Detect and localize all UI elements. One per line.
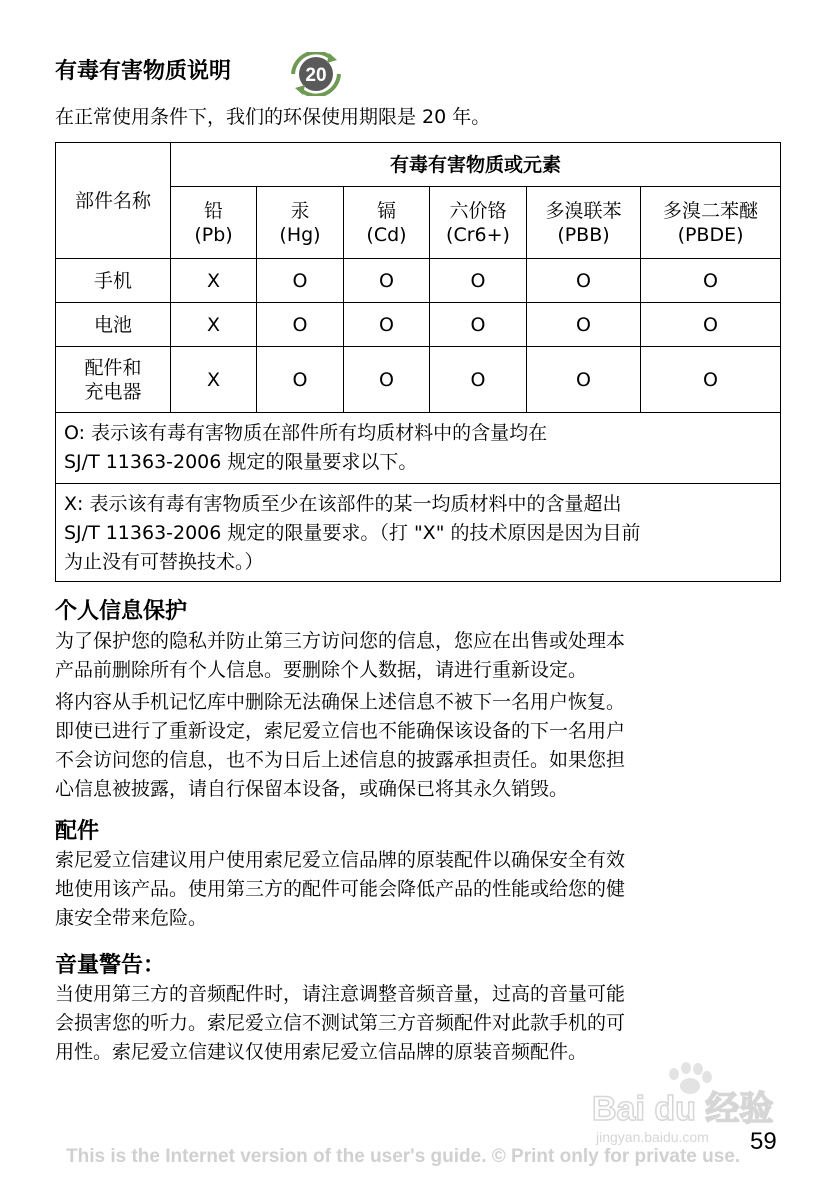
value-cell: X — [171, 347, 257, 413]
volume-paragraph: 当使用第三方的音频配件时，请注意调整音频音量，过高的音量可能 会损害您的听力。索尼爱立信不测试第三方音频配件对此款手机的可 用性。索尼爱立信建议仅使用索尼爱立信品牌的原装音频配件。 — [55, 983, 626, 1063]
note-o: O: 表示该有毒有害物质在部件所有均质材料中的含量均在 SJ/T 11363-2006 规定的限量要求以下。 — [56, 413, 781, 484]
value-cell: O — [527, 303, 641, 347]
note-row-x — [56, 484, 781, 582]
value-cell: O — [527, 259, 641, 303]
part-cell: 电池 — [56, 303, 171, 347]
note-row-o — [56, 413, 781, 484]
group-header: 有毒有害物质或元素 — [171, 143, 781, 187]
privacy-paragraph-1: 为了保护您的隐私并防止第三方访问您的信息，您应在出售或处理本 产品前删除所有个人信息。要删除个人数据，请进行重新设定。 — [55, 630, 626, 681]
value-cell: O — [527, 347, 641, 413]
epup-20-logo-icon — [285, 52, 347, 96]
substance-header: 六价铬 (Cr6+) — [430, 187, 527, 259]
table-row — [56, 303, 781, 347]
substance-header: 镉 (Cd) — [344, 187, 430, 259]
value-cell: O — [344, 303, 430, 347]
page-number: 59 — [750, 1128, 777, 1155]
value-cell: O — [257, 259, 344, 303]
volume-title: 音量警告： — [55, 953, 166, 978]
value-cell: O — [641, 259, 781, 303]
accessories-paragraph: 索尼爱立信建议用户使用索尼爱立信品牌的原装配件以确保安全有效 地使用该产品。使用第三方的配件可能会降低产品的性能或给您的健 康安全带来危险。 — [55, 849, 626, 929]
hazard-table — [55, 142, 781, 582]
note-x: X: 表示该有毒有害物质至少在该部件的某一均质材料中的含量超出 SJ/T 11363-2006 规定的限量要求。（打 "X" 的技术原因是因为目前 为止没有可替换技术。） — [56, 484, 781, 582]
privacy-title: 个人信息保护 — [55, 599, 188, 624]
footer-watermark: This is the Internet version of the user's guide. © Print only for private use. — [66, 1146, 741, 1167]
logo-number: 20 — [305, 65, 327, 86]
substance-header: 铅 (Pb) — [171, 187, 257, 259]
value-cell: O — [344, 347, 430, 413]
baidu-logo-text: Bai du 经验 — [592, 1090, 774, 1128]
value-cell: O — [257, 347, 344, 413]
hazard-subtitle: 在正常使用条件下，我们的环保使用期限是 20 年。 — [55, 106, 491, 128]
accessories-title: 配件 — [55, 819, 100, 844]
value-cell: O — [641, 347, 781, 413]
value-cell: O — [430, 259, 527, 303]
part-name-header: 部件名称 — [56, 143, 171, 259]
part-cell: 配件和 充电器 — [56, 347, 171, 413]
value-cell: X — [171, 259, 257, 303]
substance-header: 多溴联苯 (PBB) — [527, 187, 641, 259]
substance-header: 多溴二苯醚 (PBDE) — [641, 187, 781, 259]
value-cell: O — [344, 259, 430, 303]
hazard-title: 有毒有害物质说明 — [55, 59, 232, 84]
value-cell: O — [257, 303, 344, 347]
substance-header: 汞 (Hg) — [257, 187, 344, 259]
value-cell: O — [430, 347, 527, 413]
table-row — [56, 347, 781, 413]
part-cell: 手机 — [56, 259, 171, 303]
privacy-paragraph-2: 将内容从手机记忆库中删除无法确保上述信息不被下一名用户恢复。 即使已进行了重新设定，索尼爱立信也不能确保该设备的下一名用户 不会访问您的信息，也不为日后上述信息的披露承担责任。如果您担 心信息被披露，请自行保留本设备，或确保已将其永久销毁。 — [55, 691, 626, 800]
table-row — [56, 259, 781, 303]
baidu-url: jingyan.baidu.com — [596, 1129, 709, 1145]
value-cell: O — [641, 303, 781, 347]
value-cell: X — [171, 303, 257, 347]
value-cell: O — [430, 303, 527, 347]
